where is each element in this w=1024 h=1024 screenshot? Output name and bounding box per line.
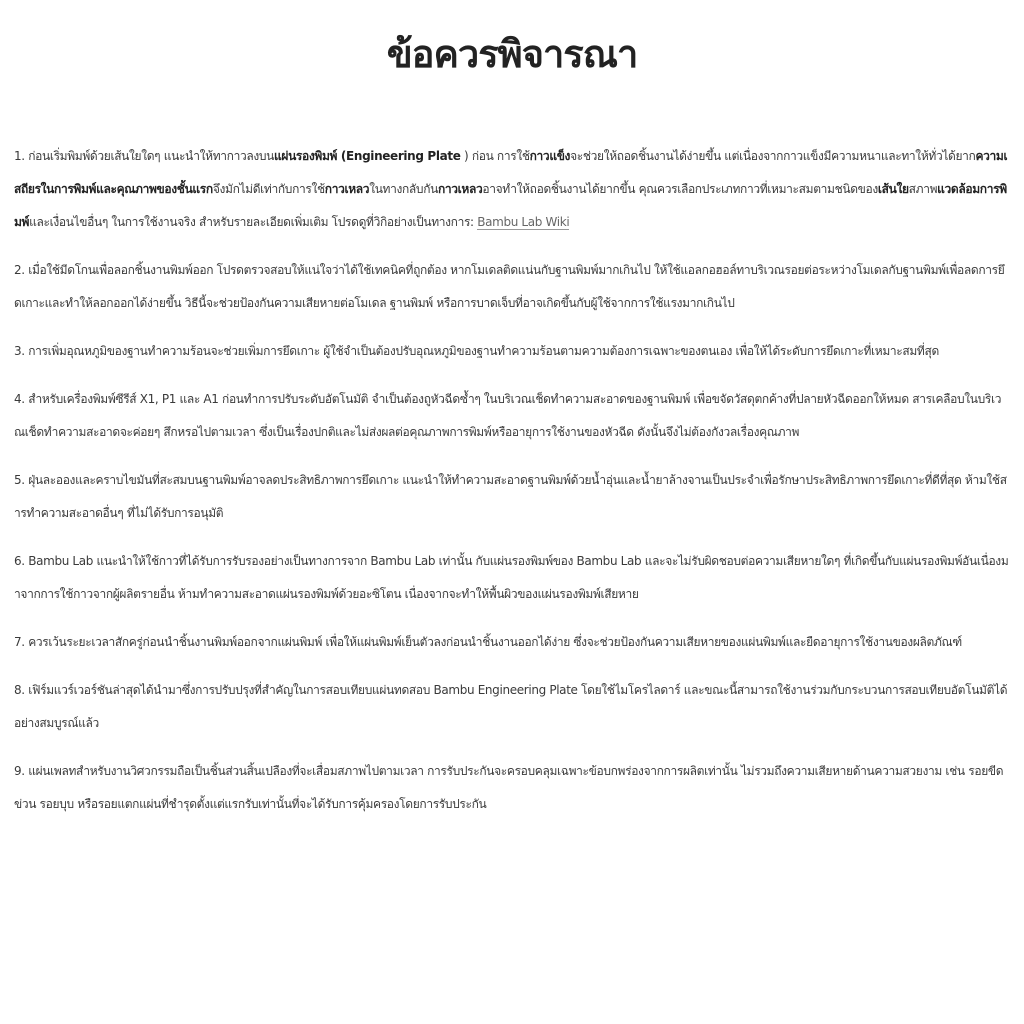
note-item-2: 2. เมื่อใช้มีดโกนเพื่อลอกชิ้นงานพิมพ์ออก โปรดตรวจสอบให้แน่ใจว่าได้ใช้เทคนิคที่ถูกต้อง หากโมเดลติดแน่นกับฐานพิมพ์มากเกินไป ให้ใช้แอลกอฮอล์ทาบริเวณรอยต่อระหว่างโมเดลกับฐานพิมพ์เพื่อลดการยึดเกาะและทำให้ลอกออกได้ง่ายขึ้น วิธีนี้จะช่วยป้องกันความเสียหายต่อโมเดล ฐานพิมพ์ หรือการบาดเจ็บที่อาจเกิดขึ้นกับผู้ใช้จากการใช้แรงมากเกินไป [14,263,1005,310]
note-item-7: 7. ควรเว้นระยะเวลาสักครู่ก่อนนำชิ้นงานพิมพ์ออกจากแผ่นพิมพ์ เพื่อให้แผ่นพิมพ์เย็นตัวลงก่อนนำชิ้นงานออกได้ง่าย ซึ่งจะช่วยป้องกันความเสียหายของแผ่นพิมพ์และยืดอายุการใช้งานของผลิตภัณฑ์ [14,635,962,649]
bambu-lab-wiki-link[interactable]: Bambu Lab Wiki [477,215,570,229]
note-1-text: อาจทำให้ถอดชิ้นงานได้ยากขึ้น คุณควรเลือกประเภทกาวที่เหมาะสมตามชนิดของ [482,182,878,196]
note-1-text: 1. ก่อนเริ่มพิมพ์ด้วยเส้นใยใดๆ แนะนำให้ทากาวลงบน [14,149,274,163]
note-1-bold-solid-glue: กาวแข็ง [529,149,571,163]
note-1-text: และเงื่อนไขอื่นๆ ในการใช้งานจริง สำหรับรายละเอียดเพิ่มเติม โปรดดูที่วิกิอย่างเป็นทางการ: [29,215,478,229]
note-1-bold-plate: แผ่นรองพิมพ์ (Engineering Plate [274,149,461,163]
note-item-1 [14,140,1010,239]
note-1-text: ในทางกลับกัน [369,182,438,196]
note-1-bold-liquid-glue: กาวเหลว [324,182,370,196]
note-1-bold-stability: ความเสถียรในการพิมพ์และคุณภาพของชั้นแรก [14,149,1008,196]
note-item-6: 6. Bambu Lab แนะนำให้ใช้กาวที่ได้รับการรับรองอย่างเป็นทางการจาก Bambu Lab เท่านั้น กับแผ่นรองพิมพ์ของ Bambu Lab และจะไม่รับผิดชอบต่อความเสียหายใดๆ ที่เกิดขึ้นกับแผ่นรองพิมพ์อันเนื่องมาจากการใช้กาวจากผู้ผลิตรายอื่น ห้ามทำความสะอาดแผ่นรองพิมพ์ด้วยอะซิโตน เนื่องจากจะทำให้พื้นผิวของแผ่นรองพิมพ์เสียหาย [14,554,1009,601]
note-1-text: จึงมักไม่ดีเท่ากับการใช้ [212,182,325,196]
note-1-bold-filament: เส้นใย [877,182,909,196]
note-item-9: 9. แผ่นเพลทสำหรับงานวิศวกรรมถือเป็นชิ้นส่วนสิ้นเปลืองที่จะเสื่อมสภาพไปตามเวลา การรับประกันจะครอบคลุมเฉพาะข้อบกพร่องจากการผลิตเท่านั้น ไม่รวมถึงความเสียหายด้านความสวยงาม เช่น รอยขีดข่วน รอยบุบ หรือรอยแตกแผ่นที่ชำรุดตั้งแต่แรกรับเท่านั้นที่จะได้รับการคุ้มครองโดยการรับประกัน [14,764,1004,811]
note-item-4: 4. สำหรับเครื่องพิมพ์ซีรีส์ X1, P1 และ A1 ก่อนทำการปรับระดับอัตโนมัติ จำเป็นต้องถูหัวฉีดซ้ำๆ ในบริเวณเช็ดทำความสะอาดของฐานพิมพ์ เพื่อขจัดวัสดุตกค้างที่ปลายหัวฉีดออกให้หมด สารเคลือบในบริเวณเช็ดทำความสะอาดจะค่อยๆ สึกหรอไปตามเวลา ซึ่งเป็นเรื่องปกติและไม่ส่งผลต่อคุณภาพการพิมพ์หรืออายุการใช้งานของหัวฉีด ดังนั้นจึงไม่ต้องกังวลเรื่องคุณภาพ [14,392,1002,439]
note-item-5: 5. ฝุ่นละอองและคราบไขมันที่สะสมบนฐานพิมพ์อาจลดประสิทธิภาพการยึดเกาะ แนะนำให้ทำความสะอาดฐานพิมพ์ด้วยน้ำอุ่นและน้ำยาล้างจานเป็นประจำเพื่อรักษาประสิทธิภาพการยึดเกาะที่ดีที่สุด ห้ามใช้สารทำความสะอาดอื่นๆ ที่ไม่ได้รับการอนุมัติ [14,473,1007,520]
note-1-bold-environment: แวดล้อมการพิมพ์ [14,182,1007,229]
page-title: ข้อควรพิจารณา [386,32,638,76]
considerations-list [14,140,1010,836]
note-1-text: จะช่วยให้ถอดชิ้นงานได้ง่ายขึ้น แต่เนื่องจากกาวแข็งมีความหนาและทาให้ทั่วได้ยาก [570,149,976,163]
note-item-8: 8. เฟิร์มแวร์เวอร์ชันล่าสุดได้นำมาซึ่งการปรับปรุงที่สำคัญในการสอบเทียบแผ่นทดสอบ Bambu Engineering Plate โดยใช้ไมโครไลดาร์ และขณะนี้สามารถใช้งานร่วมกับกระบวนการสอบเทียบอัตโนมัติได้อย่างสมบูรณ์แล้ว [14,683,1008,730]
note-1-text: ) ก่อน การใช้ [460,149,530,163]
note-item-3: 3. การเพิ่มอุณหภูมิของฐานทำความร้อนจะช่วยเพิ่มการยึดเกาะ ผู้ใช้จำเป็นต้องปรับอุณหภูมิของฐานทำความร้อนตามความต้องการเฉพาะของตนเอง เพื่อให้ได้ระดับการยึดเกาะที่เหมาะสมที่สุด [14,344,939,358]
note-1-bold-liquid-glue-2: กาวเหลว [437,182,483,196]
note-1-text: สภาพ [908,182,938,196]
